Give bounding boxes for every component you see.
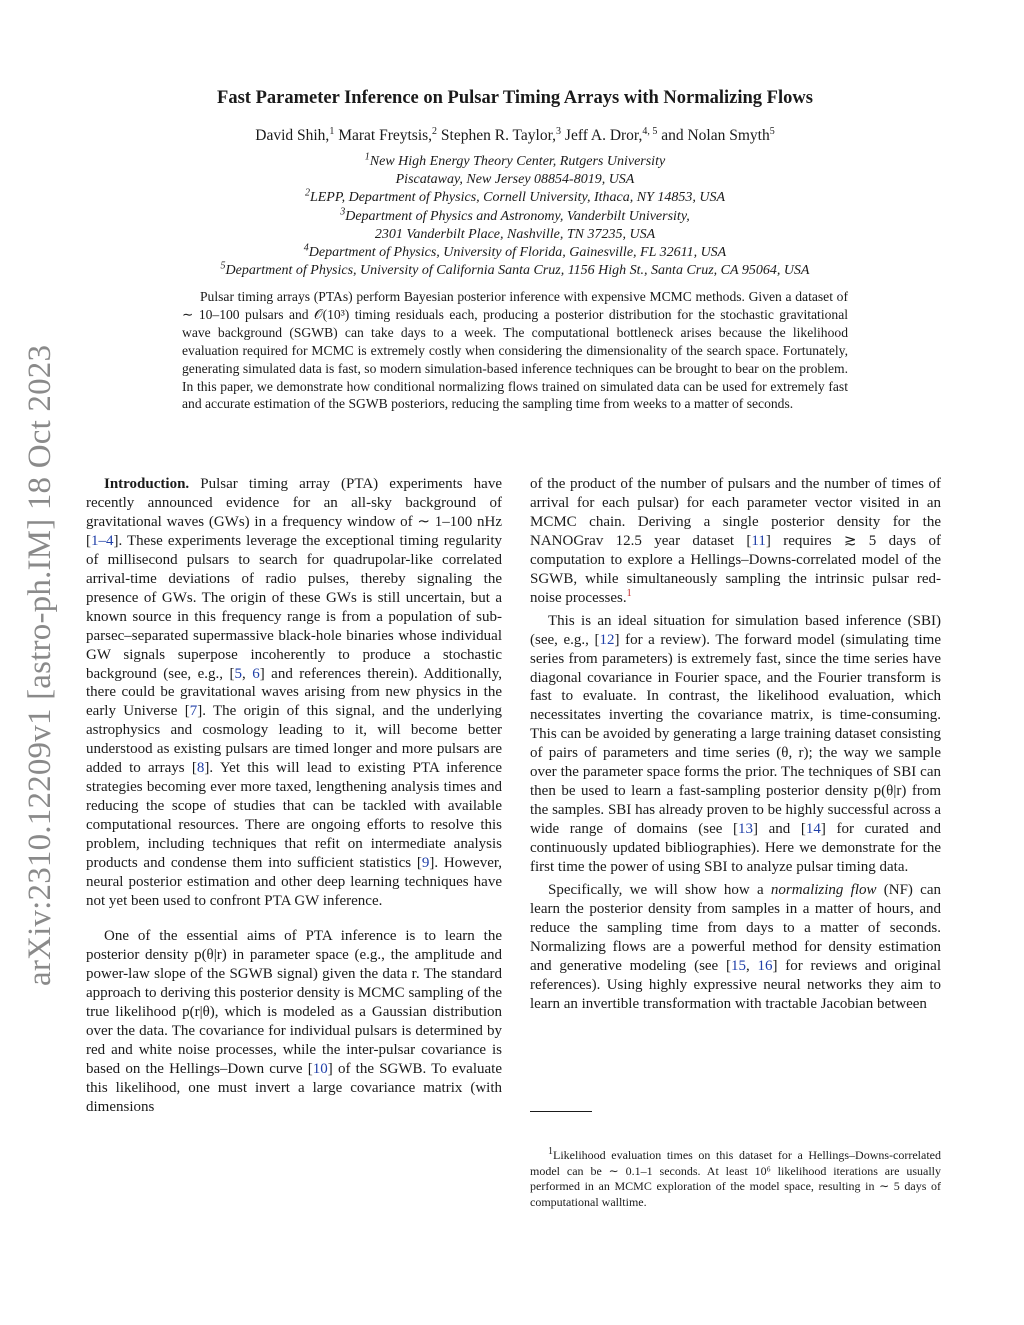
affiliation-text: New High Energy Theory Center, Rutgers University — [369, 154, 666, 169]
affiliation-text: Department of Physics, University of California Santa Cruz, 1156 High St., Santa Cruz, CA 95064, USA — [225, 263, 810, 279]
abstract — [182, 288, 848, 413]
body-text: ] of the SGWB. To evaluate this likelihood, one must invert a large covariance matrix (with dimensions — [86, 1060, 502, 1115]
author-name: and Nolan Smyth — [661, 127, 770, 144]
body-text: ]. However, neural posterior estimation and other deep learning techniques have not yet been used to confront PTA GW inference. — [86, 855, 502, 909]
arxiv-id-text: arXiv:2310.12209v1 [astro-ph.IM] 18 Oct 2023 — [22, 344, 58, 986]
body-paragraph — [530, 612, 941, 877]
citation-link[interactable]: 12 — [599, 631, 615, 648]
emphasis-text: normalizing flow — [770, 882, 877, 899]
author-name: Jeff A. Dror, — [564, 127, 643, 144]
affiliation-marker: 3 — [340, 205, 346, 217]
body-paragraph — [530, 475, 941, 608]
citation-link[interactable]: 5 — [234, 665, 242, 682]
citation-link[interactable]: 11 — [751, 532, 766, 549]
author-affil-marker: 4, 5 — [642, 125, 658, 137]
citation-link[interactable]: 7 — [189, 703, 198, 720]
affiliation-list — [120, 153, 910, 280]
section-heading-introduction: Introduction. — [104, 476, 190, 492]
author-affil-marker: 5 — [769, 125, 775, 137]
body-text: of the product of the number of pulsars and the number of times of arrival for each pulsar) for each parameter vector visited in an MCMC chain. Deriving a single posterior density for the NANOGrav 12.5 year dataset [ — [530, 476, 941, 549]
body-paragraph — [86, 927, 502, 1117]
affiliation-marker: 2 — [304, 187, 310, 199]
left-column — [86, 475, 502, 1116]
body-text: This is an ideal situation for simulation based inference (SBI) (see, e.g., [ — [530, 612, 941, 648]
body-text: ]. The origin of this signal, and the underlying astrophysics and cosmology leading to it, will become better understood as existing pulsars are timed longer and more pulsars are added to arrays [ — [86, 703, 503, 777]
citation-link[interactable]: 15 — [730, 957, 746, 974]
body-text: ] for reviews and original references). Using highly expressive neural networks they aim to learn an invertible transformation with tractable Jacobian between — [530, 957, 942, 1012]
body-text: (NF) can learn the posterior density from samples in a matter of hours, and reduce the sampling time from days to a matter of seconds. Normalizing flows are a powerful method for density estimation and generative modeling (see [ — [530, 882, 941, 974]
citation-link[interactable]: 8 — [196, 760, 205, 777]
body-text: ] and references therein). Additionally, there could be gravitational waves arising from new physics in the early Universe [ — [86, 665, 502, 720]
affiliation-marker: 1 — [364, 151, 370, 163]
citation-link[interactable]: 9 — [421, 855, 430, 872]
author-affil-marker: 1 — [329, 125, 335, 137]
author-list — [120, 127, 910, 145]
body-text: One of the essential aims of PTA inference is to learn the posterior density p(θ|r) in parameter space (e.g., the amplitude and power-law slope of the SGWB signal) given the data r. The standard approach to deriving this posterior density is MCMC sampling of the true likelihood p(r|θ), which is modeled as a Gaussian distribution over the data. The covariance for individual pulsars is determined by red and white noise processes, while the inter-pulsar covariance is based on the Hellings–Down curve [ — [86, 927, 502, 1077]
right-column — [530, 475, 941, 1014]
affiliation-text: Department of Physics and Astronomy, Vanderbilt University, — [345, 208, 690, 224]
author-name: Stephen R. Taylor, — [440, 127, 557, 144]
body-text: ]. Yet this will lead to existing PTA inference strategies becoming ever more taxed, lengthening analysis times and reducing the scope of studies that can be tackled with available computational resources. There are ongoing efforts to resolve this problem, including techniques that refit on intermediate analysis products and condense them into sufficient statistics [ — [86, 760, 502, 872]
affiliation-marker: 4 — [303, 242, 309, 254]
citation-link[interactable]: 13 — [738, 821, 753, 838]
footnote-divider — [530, 1111, 592, 1112]
affiliation-line — [120, 171, 910, 189]
citation-link[interactable]: 16 — [757, 957, 773, 974]
affiliation-marker: 5 — [220, 260, 226, 272]
footnote-text: Likelihood evaluation times on this dataset for a Hellings–Downs-correlated model can be ∼ 0.1–1 seconds. At least 10⁶ likelihood iterations are usually performed in an MCMC exploration of the model space, resulting in ∼ 5 days of computational walltime. — [530, 1148, 941, 1209]
footnote — [530, 1148, 941, 1210]
affiliation-line — [120, 226, 910, 244]
affiliation-line — [120, 189, 910, 207]
body-text: ] for curated and continuously updated bibliographies). Here we demonstrate for the first time the power of using SBI to analyze pulsar timing data. — [530, 821, 941, 876]
author-affil-marker: 3 — [556, 125, 562, 137]
body-text: ]. These experiments leverage the exceptional timing regularity of millisecond pulsars to search for quadrupolar-like correlated arrival-time deviations of radio pulses, thereby signaling the presence of GWs. The origin of these GWs is still uncertain, but a known source in this frequency range is from a population of sub-parsec–separated supermassive black-hole binaries whose individual GW signals superpose incoherently to produce a stochastic background (see, e.g., [ — [86, 532, 502, 682]
body-text: Pulsar timing array (PTA) experiments have recently announced evidence for an all-sky background of gravitational waves (GWs) in a frequency window of ∼ 1–100 nHz [ — [86, 476, 503, 549]
intro-paragraph: Introduction. Pulsar timing array (PTA) experiments have recently announced evidence for an all-sky background of gravitational waves (GWs) in a frequency window of ∼ 1–100 nHz [1–4]. These experiments leverage the exceptional timing regularity of millisecond pulsars to search for quadrupolar-like correlated arrival-time deviations of radio pulses, thereby signaling the presence of GWs. The origin of these GWs is still uncertain, but a known source in this frequency range is from a population of sub-parsec–separated supermassive black-hole binaries whose individual GW signals superpose incoherently to produce a stochastic background (see, e.g., [5, 6] and references therein). Additionally, there could be gravitational waves arising from new physics in the early Universe [7]. The origin of this signal, and the underlying astrophysics and cosmology leading to it, will become better understood as existing pulsars are timed longer and more pulsars are added to arrays [8]. Yet this will lead to existing PTA inference strategies becoming ever more taxed, lengthening analysis times and reducing the scope of studies that can be tackled with available computational resources. There are ongoing efforts to resolve this problem, including techniques that refit on intermediate analysis products and condense them into sufficient statistics [9]. However, neural posterior estimation and other deep learning techniques have not yet been used to confront PTA GW inference. — [86, 476, 503, 909]
body-text: ] for a review). The forward model (simulating time series from parameters) is extremely fast, since the time series have diagonal covariance in Fourier space, and the Fourier transform is fast to evaluate. In contrast, the likelihood evaluation, which necessitates inverting the covariance matrix, is time-consuming. This can be avoided by generating a large training dataset consisting of pairs of parameters and time series (θ, r); the way we sample over the parameter space forms the prior. The techniques of SBI can then be used to learn a fast-sampling posterior density p(θ|r) from the samples. SBI has already proven to be highly successful across a wide range of domains (see [ — [530, 631, 941, 838]
abstract-text: Pulsar timing arrays (PTAs) perform Bayesian posterior inference with expensive MCMC methods. Given a dataset of ∼ 10–100 pulsars and 𝒪(10³) timing residuals each, producing a posterior distribution for the stochastic gravitational wave background (SGWB) can take days to a week. The computational bottleneck arises because the likelihood evaluation required for MCMC is extremely costly when considering the dimensionality of the search space. Fortunately, generating simulated data is fast, so modern simulation-based inference techniques can be brought to bear on the problem. In this paper, we demonstrate how conditional normalizing flows trained on simulated data can be used for extremely fast and accurate estimation of the SGWB posteriors, reducing the sampling time from weeks to a matter of seconds. — [182, 289, 848, 412]
arxiv-identifier-watermark — [14, 318, 62, 988]
citation-link[interactable]: 14 — [805, 821, 821, 838]
author-affil-marker: 2 — [432, 125, 438, 137]
affiliation-text: LEPP, Department of Physics, Cornell University, Ithaca, NY 14853, USA — [309, 190, 726, 206]
body-paragraph: Specifically, we will show how a normalizing flow (NF) can learn the posterior density from samples in a matter of hours, and reduce the sampling time from days to a matter of seconds. Normalizing flows are a powerful method for density estimation and generative modeling (see [15, 16] for reviews and original references). Using highly expressive neural networks they aim to learn an invertible transformation with tractable Jacobian between — [530, 882, 942, 1012]
author-name: Marat Freytsis, — [338, 127, 433, 144]
affiliation-line — [120, 262, 910, 280]
author-name: David Shih, — [255, 127, 330, 144]
body-text: ] requires ≳ 5 days of computation to explore a Hellings–Downs-correlated model of the SGWB, while simultaneously sampling the intrinsic pulsar red-noise processes. — [530, 532, 941, 606]
citation-link[interactable]: 10 — [312, 1060, 328, 1077]
body-text: Specifically, we will show how a — [548, 882, 771, 899]
affiliation-text: Department of Physics, University of Florida, Gainesville, FL 32611, USA — [308, 245, 727, 261]
affiliation-line — [120, 244, 910, 262]
citation-link[interactable]: 1–4 — [91, 532, 114, 549]
paper-title: Fast Parameter Inference on Pulsar Timing Arrays with Normalizing Flows — [217, 88, 813, 108]
footnote-number: 1 — [548, 1146, 553, 1157]
citation-link[interactable]: 6 — [252, 665, 260, 682]
affiliation-text: 2301 Vanderbilt Place, Nashville, TN 37235, USA — [374, 226, 656, 242]
affiliation-line — [120, 205, 910, 226]
affiliation-text: Piscataway, New Jersey 08854-8019, USA — [395, 172, 635, 188]
affiliation-line — [120, 153, 910, 171]
footnote-marker[interactable]: 1 — [626, 587, 632, 599]
body-text: ] and [ — [753, 821, 806, 838]
